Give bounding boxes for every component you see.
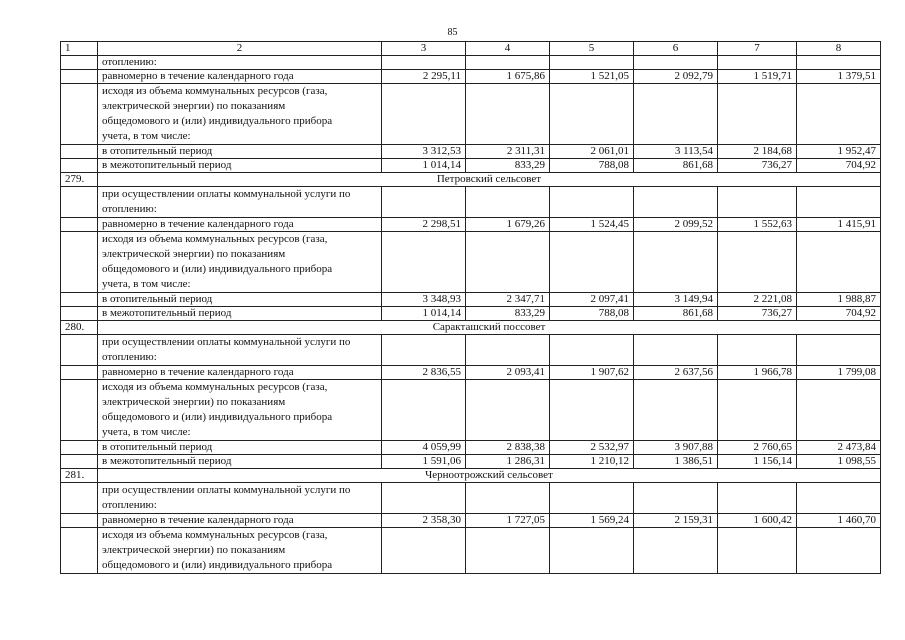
- table-row: [61, 293, 881, 307]
- description-cell: [98, 528, 382, 574]
- description-line: учета, в том числе:: [102, 426, 191, 438]
- section-row: [61, 321, 881, 335]
- value-cell: [718, 232, 797, 293]
- value-cell: [634, 56, 718, 70]
- row-number-cell: [61, 380, 98, 441]
- value-cell: 3 348,93: [382, 293, 466, 307]
- row-number-cell: [61, 455, 98, 469]
- table-row: [61, 335, 881, 366]
- value-cell: [718, 380, 797, 441]
- section-row: [61, 469, 881, 483]
- description-cell: равномерно в течение календарного года: [98, 218, 382, 232]
- value-cell: 3 113,54: [634, 145, 718, 159]
- description-cell: отоплению:: [98, 56, 382, 70]
- description-cell: [98, 335, 382, 366]
- value-cell: 2 347,71: [466, 293, 550, 307]
- table-row: [61, 70, 881, 84]
- value-cell: 2 298,51: [382, 218, 466, 232]
- value-cell: 1 379,51: [797, 70, 881, 84]
- value-cell: [634, 528, 718, 574]
- description-line: общедомового и (или) индивидуального прибора: [102, 263, 333, 275]
- column-header: 7: [718, 42, 797, 56]
- description-line: учета, в том числе:: [102, 278, 191, 290]
- value-cell: [634, 232, 718, 293]
- section-title: Саракташский поссовет: [98, 321, 881, 335]
- value-cell: [466, 56, 550, 70]
- value-cell: [466, 187, 550, 218]
- value-cell: [466, 380, 550, 441]
- table-row: [61, 483, 881, 514]
- value-cell: [550, 483, 634, 514]
- table-body: [61, 56, 881, 574]
- value-cell: [466, 84, 550, 145]
- description-cell: в отопительный период: [98, 293, 382, 307]
- column-header: 1: [61, 42, 98, 56]
- page-number: 85: [447, 27, 458, 38]
- value-cell: 861,68: [634, 159, 718, 173]
- value-cell: 1 524,45: [550, 218, 634, 232]
- value-cell: [382, 528, 466, 574]
- section-title: Черноотрожский сельсовет: [98, 469, 881, 483]
- value-cell: 2 637,56: [634, 366, 718, 380]
- value-cell: 704,92: [797, 159, 881, 173]
- value-cell: [382, 232, 466, 293]
- description-cell: [98, 380, 382, 441]
- description-line: отоплению:: [102, 351, 157, 363]
- value-cell: 736,27: [718, 307, 797, 321]
- description-cell: в межотопительный период: [98, 307, 382, 321]
- value-cell: 4 059,99: [382, 441, 466, 455]
- value-cell: [634, 84, 718, 145]
- value-cell: 861,68: [634, 307, 718, 321]
- section-title: Петровский сельсовет: [98, 173, 881, 187]
- value-cell: [718, 335, 797, 366]
- value-cell: 736,27: [718, 159, 797, 173]
- column-header: 8: [797, 42, 881, 56]
- row-number: 279.: [61, 173, 98, 187]
- row-number-cell: [61, 366, 98, 380]
- row-number: 281.: [61, 469, 98, 483]
- value-cell: 2 358,30: [382, 514, 466, 528]
- value-cell: 2 092,79: [634, 70, 718, 84]
- value-cell: 2 061,01: [550, 145, 634, 159]
- table-row: [61, 159, 881, 173]
- description-line: общедомового и (или) индивидуального прибора: [102, 411, 333, 423]
- table-row: [61, 218, 881, 232]
- value-cell: 2 093,41: [466, 366, 550, 380]
- description-cell: в отопительный период: [98, 145, 382, 159]
- row-number-cell: [61, 232, 98, 293]
- value-cell: [382, 84, 466, 145]
- value-cell: 1 415,91: [797, 218, 881, 232]
- value-cell: [550, 56, 634, 70]
- description-line: отоплению:: [102, 203, 157, 215]
- column-header: 3: [382, 42, 466, 56]
- value-cell: 2 760,65: [718, 441, 797, 455]
- table-row: [61, 455, 881, 469]
- value-cell: [382, 380, 466, 441]
- table-row: [61, 56, 881, 70]
- description-line: при осуществлении оплаты коммунальной услуги по: [102, 336, 351, 348]
- value-cell: [718, 84, 797, 145]
- value-cell: 3 149,94: [634, 293, 718, 307]
- value-cell: [466, 483, 550, 514]
- value-cell: [718, 528, 797, 574]
- section-row: [61, 173, 881, 187]
- description-line: исходя из объема коммунальных ресурсов (газа,: [102, 85, 328, 97]
- row-number-cell: [61, 70, 98, 84]
- description-cell: [98, 84, 382, 145]
- row-number-cell: [61, 293, 98, 307]
- value-cell: 788,08: [550, 159, 634, 173]
- row-number-cell: [61, 335, 98, 366]
- value-cell: [550, 380, 634, 441]
- description-line: электрической энергии) по показаниям: [102, 396, 286, 408]
- row-number-cell: [61, 307, 98, 321]
- row-number-cell: [61, 514, 98, 528]
- value-cell: 1 907,62: [550, 366, 634, 380]
- row-number-cell: [61, 441, 98, 455]
- table-row: [61, 187, 881, 218]
- table-row: [61, 307, 881, 321]
- value-cell: [550, 84, 634, 145]
- value-cell: 2 473,84: [797, 441, 881, 455]
- value-cell: [797, 380, 881, 441]
- description-cell: в межотопительный период: [98, 159, 382, 173]
- value-cell: [797, 232, 881, 293]
- value-cell: 1 799,08: [797, 366, 881, 380]
- value-cell: [466, 232, 550, 293]
- value-cell: [550, 187, 634, 218]
- value-cell: [718, 187, 797, 218]
- column-header: 2: [98, 42, 382, 56]
- description-cell: равномерно в течение календарного года: [98, 514, 382, 528]
- row-number-cell: [61, 145, 98, 159]
- description-line: исходя из объема коммунальных ресурсов (газа,: [102, 529, 328, 541]
- value-cell: 2 184,68: [718, 145, 797, 159]
- description-cell: равномерно в течение календарного года: [98, 70, 382, 84]
- table-row: [61, 441, 881, 455]
- column-header: 6: [634, 42, 718, 56]
- value-cell: [382, 187, 466, 218]
- value-cell: 1 569,24: [550, 514, 634, 528]
- value-cell: 2 099,52: [634, 218, 718, 232]
- tariff-table: [60, 41, 881, 574]
- table-row: [61, 514, 881, 528]
- value-cell: [634, 335, 718, 366]
- column-header: 5: [550, 42, 634, 56]
- value-cell: [550, 232, 634, 293]
- value-cell: 3 312,53: [382, 145, 466, 159]
- value-cell: [797, 528, 881, 574]
- value-cell: 833,29: [466, 159, 550, 173]
- value-cell: [634, 483, 718, 514]
- value-cell: [718, 56, 797, 70]
- row-number-cell: [61, 528, 98, 574]
- description-line: при осуществлении оплаты коммунальной услуги по: [102, 188, 351, 200]
- value-cell: [382, 335, 466, 366]
- description-line: исходя из объема коммунальных ресурсов (газа,: [102, 381, 328, 393]
- value-cell: 704,92: [797, 307, 881, 321]
- value-cell: 833,29: [466, 307, 550, 321]
- description-cell: [98, 232, 382, 293]
- description-line: электрической энергии) по показаниям: [102, 248, 286, 260]
- value-cell: [797, 84, 881, 145]
- value-cell: 1 966,78: [718, 366, 797, 380]
- value-cell: 2 295,11: [382, 70, 466, 84]
- table-row: [61, 84, 881, 145]
- value-cell: 2 311,31: [466, 145, 550, 159]
- value-cell: [797, 56, 881, 70]
- value-cell: 1 675,86: [466, 70, 550, 84]
- table-row: [61, 380, 881, 441]
- value-cell: [466, 335, 550, 366]
- value-cell: [550, 528, 634, 574]
- value-cell: [466, 528, 550, 574]
- description-cell: в межотопительный период: [98, 455, 382, 469]
- value-cell: [550, 335, 634, 366]
- value-cell: 3 907,88: [634, 441, 718, 455]
- value-cell: 1 679,26: [466, 218, 550, 232]
- row-number-cell: [61, 159, 98, 173]
- value-cell: 1 386,51: [634, 455, 718, 469]
- column-header: 4: [466, 42, 550, 56]
- row-number-cell: [61, 218, 98, 232]
- value-cell: 1 591,06: [382, 455, 466, 469]
- value-cell: [634, 380, 718, 441]
- value-cell: 788,08: [550, 307, 634, 321]
- value-cell: [797, 335, 881, 366]
- row-number-cell: [61, 187, 98, 218]
- value-cell: 1 552,63: [718, 218, 797, 232]
- value-cell: 2 097,41: [550, 293, 634, 307]
- table-row: [61, 232, 881, 293]
- header-row: [61, 42, 881, 56]
- description-cell: равномерно в течение календарного года: [98, 366, 382, 380]
- value-cell: 1 014,14: [382, 307, 466, 321]
- value-cell: 1 521,05: [550, 70, 634, 84]
- value-cell: 2 836,55: [382, 366, 466, 380]
- value-cell: 1 727,05: [466, 514, 550, 528]
- description-line: электрической энергии) по показаниям: [102, 100, 286, 112]
- description-cell: [98, 483, 382, 514]
- value-cell: [797, 483, 881, 514]
- value-cell: [797, 187, 881, 218]
- value-cell: 1 014,14: [382, 159, 466, 173]
- row-number-cell: [61, 483, 98, 514]
- value-cell: 1 952,47: [797, 145, 881, 159]
- value-cell: [382, 56, 466, 70]
- value-cell: 2 532,97: [550, 441, 634, 455]
- value-cell: 1 988,87: [797, 293, 881, 307]
- description-line: исходя из объема коммунальных ресурсов (газа,: [102, 233, 328, 245]
- value-cell: [382, 483, 466, 514]
- description-line: общедомового и (или) индивидуального прибора: [102, 559, 333, 571]
- description-line: учета, в том числе:: [102, 130, 191, 142]
- value-cell: 1 156,14: [718, 455, 797, 469]
- value-cell: 1 098,55: [797, 455, 881, 469]
- description-line: при осуществлении оплаты коммунальной услуги по: [102, 484, 351, 496]
- row-number-cell: [61, 84, 98, 145]
- table-row: [61, 366, 881, 380]
- description-cell: [98, 187, 382, 218]
- value-cell: 2 838,38: [466, 441, 550, 455]
- description-line: общедомового и (или) индивидуального прибора: [102, 115, 333, 127]
- description-line: отоплению:: [102, 499, 157, 511]
- value-cell: 1 210,12: [550, 455, 634, 469]
- value-cell: 2 221,08: [718, 293, 797, 307]
- value-cell: [718, 483, 797, 514]
- table-row: [61, 528, 881, 574]
- row-number: 280.: [61, 321, 98, 335]
- value-cell: 2 159,31: [634, 514, 718, 528]
- table-row: [61, 145, 881, 159]
- description-line: электрической энергии) по показаниям: [102, 544, 286, 556]
- value-cell: 1 600,42: [718, 514, 797, 528]
- row-number-cell: [61, 56, 98, 70]
- value-cell: [634, 187, 718, 218]
- value-cell: 1 460,70: [797, 514, 881, 528]
- description-cell: в отопительный период: [98, 441, 382, 455]
- value-cell: 1 286,31: [466, 455, 550, 469]
- value-cell: 1 519,71: [718, 70, 797, 84]
